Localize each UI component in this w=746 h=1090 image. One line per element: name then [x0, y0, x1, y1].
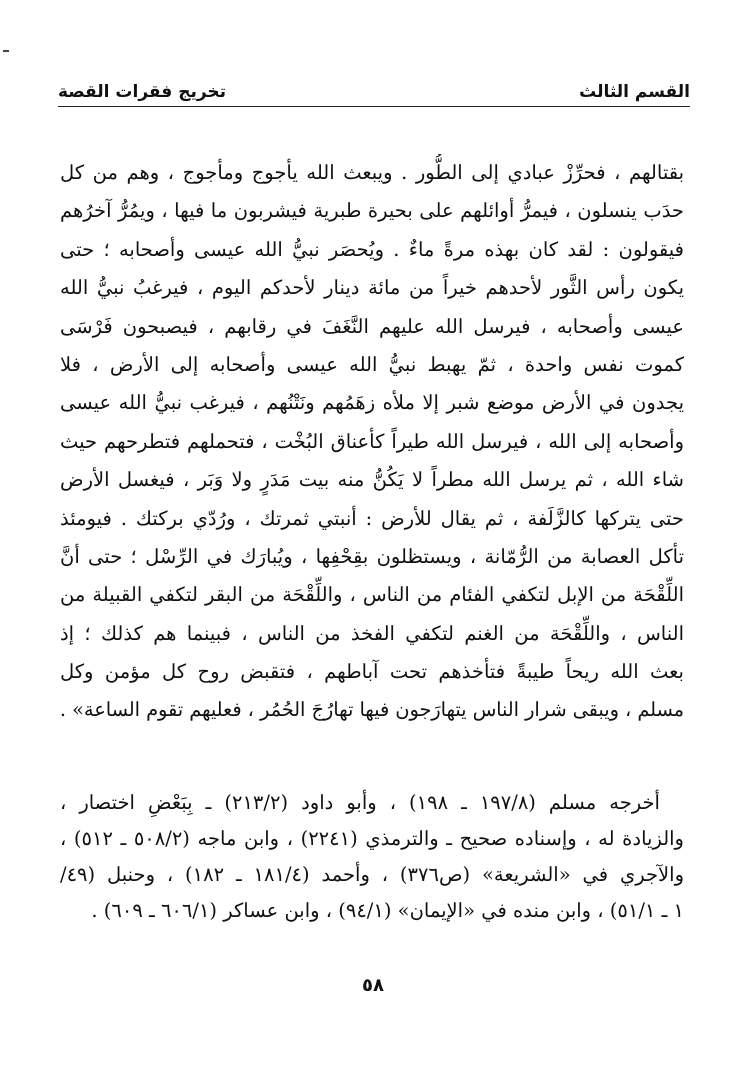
- takhrij-paragraph: [60, 785, 684, 929]
- takhrij-line: والزيادة له ، وإسناده صحيح ـ والترمذي (٢٢٤١) ، وابن ماجه (٥٠٨/٢ ـ ٥١٢) ،: [60, 827, 684, 850]
- header-chapter-title: تخريج فقرات القصة: [58, 82, 227, 102]
- hadith-line: الناس ، واللِّقْحَة من الغنم لتكفي الفخذ من الناس ، فبينما هم كذلك ؛ إذ: [60, 621, 684, 645]
- hadith-line: مسلم ، ويبقى شرار الناس يتهارَجون فيها تهارُجَ الحُمُر ، فعليهم تقوم الساعة» .: [60, 698, 684, 722]
- hadith-line: تأكل العصابة من الرُّمّانة ، ويستظلون بقِحْفِها ، ويُبارَك في الرِّسْل ؛ حتى أنَّ: [60, 544, 684, 568]
- takhrij-line: ١ ـ ٥١/١) ، وابن منده في «الإيمان» (٩٤/١) ، وابن عساكر (٦٠٦/١ ـ ٦٠٩) .: [91, 899, 684, 922]
- page-number: ٥٨: [362, 975, 384, 996]
- hadith-line: حدَب ينسلون ، فيمرُّ أوائلهم على بحيرة طبرية فيشربون ما فيها ، ويمُرُّ آخرُهم: [60, 199, 684, 223]
- hadith-line: حتى يتركها كالزَّلَفة ، ثم يقال للأرض : أنبتي ثمرتك ، ورُدّي بركتك . فيومئذ: [60, 506, 684, 530]
- header-divider: [58, 106, 690, 107]
- hadith-line: فيقولون : لقد كان بهذه مرةً ماءٌ . ويُحصَر نبيُّ الله عيسى وأصحابه ؛ حتى: [60, 237, 684, 261]
- hadith-line: كموت نفس واحدة ، ثمّ يهبط نبيُّ الله عيسى وأصحابه إلى الأرض ، فلا: [60, 352, 684, 376]
- takhrij-line: والآجري في «الشريعة» (ص٣٧٦) ، وأحمد (١٨١/٤ ـ ١٨٢) ، وحنبل (٤٩/: [60, 863, 684, 886]
- takhrij-line: أخرجه مسلم (١٩٧/٨ ـ ١٩٨) ، وأبو داود (٢١٣/٢) ـ بِبَعْضِ اختصار ،: [60, 791, 660, 814]
- hadith-line: يجدون في الأرض موضع شبر إلا ملأه زهَمُهم ونَتْنُهم ، فيرغب نبيُّ الله عيسى: [60, 391, 684, 415]
- hadith-line: بعث الله ريحاً طيبةً فتأخذهم تحت آباطهم ، فتقبض روح كل مؤمن وكل: [60, 660, 684, 684]
- hadith-line: شاء الله ، ثم يرسل الله مطراً لا يَكُنُّ منه بيت مَدَرٍ ولا وَبَر ، فيغسل الأرض: [60, 468, 684, 492]
- hadith-line: بقتالهم ، فحرِّزْ عبادي إلى الطُّور . ويبعث الله يأجوج ومأجوج ، وهم من كل: [60, 161, 684, 184]
- hadith-text: [60, 154, 684, 730]
- running-header: [58, 70, 690, 102]
- hadith-line: وأصحابه إلى الله ، فيرسل الله طيراً كأعناق البُخْت ، فتحملهم فتطرحهم حيث: [60, 429, 684, 453]
- hadith-line: يكون رأس الثَّور لأحدهم خيراً من مائة دينار لأحدكم اليوم ، فيرغبُ نبيُّ الله: [60, 276, 684, 300]
- hadith-line: اللِّقْحَة من الإبل لتكفي الفئام من الناس ، واللِّقْحَة من البقر لتكفي القبيلة من: [60, 583, 684, 607]
- header-section-title: القسم الثالث: [579, 82, 690, 102]
- hadith-line: عيسى وأصحابه ، فيرسل الله عليهم النَّغَفَ في رقابهم ، فيصبحون فَرْسَى: [60, 314, 684, 338]
- margin-mark: [3, 50, 9, 52]
